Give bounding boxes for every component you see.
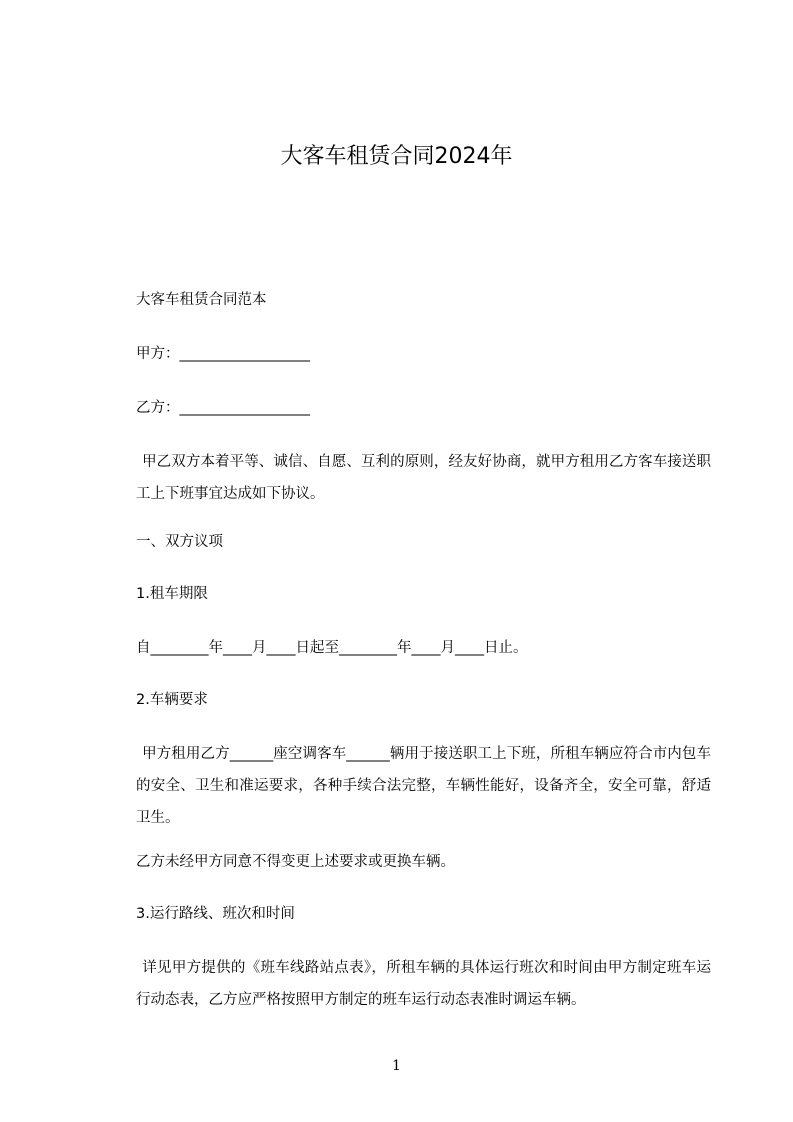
page-number: 1 xyxy=(392,1058,401,1074)
section-1-heading: 一、双方议项 xyxy=(136,534,223,550)
item-1-text: 自________年____月____日起至________年____月____日止。 xyxy=(136,640,528,656)
item-1-heading: 1.租车期限 xyxy=(136,586,208,602)
party-b-line: 乙方：__________________ xyxy=(136,400,310,416)
item-3-text: 详见甲方提供的《班车线路站点表》，所租车辆的具体运行班次和时间由甲方制定班车运行动态表，乙方应严格按照甲方制定的班车运行动态表准时调运车辆。 xyxy=(136,960,711,1008)
contract-subtitle: 大客车租赁合同范本 xyxy=(136,292,267,308)
party-a-line: 甲方：__________________ xyxy=(136,346,310,362)
item-3-heading: 3.运行路线、班次和时间 xyxy=(136,906,295,922)
item-2-heading: 2.车辆要求 xyxy=(136,692,208,708)
document-title: 大客车租赁合同2024年 xyxy=(280,144,513,169)
item-3-paragraph xyxy=(136,952,711,1016)
item-2-text: 甲方租用乙方______座空调客车______辆用于接送职工上下班，所租车辆应符合市内包车的安全、卫生和准运要求，各种手续合法完整，车辆性能好，设备齐全，安全可靠，舒适卫生。 xyxy=(136,746,711,826)
intro-text: 甲乙双方本着平等、诚信、自愿、互利的原则，经友好协商，就甲方租用乙方客车接送职工上下班事宜达成如下协议。 xyxy=(136,454,711,502)
item-2-note: 乙方未经甲方同意不得变更上述要求或更换车辆。 xyxy=(136,854,455,870)
intro-paragraph xyxy=(136,446,711,510)
item-2-paragraph xyxy=(136,738,711,834)
